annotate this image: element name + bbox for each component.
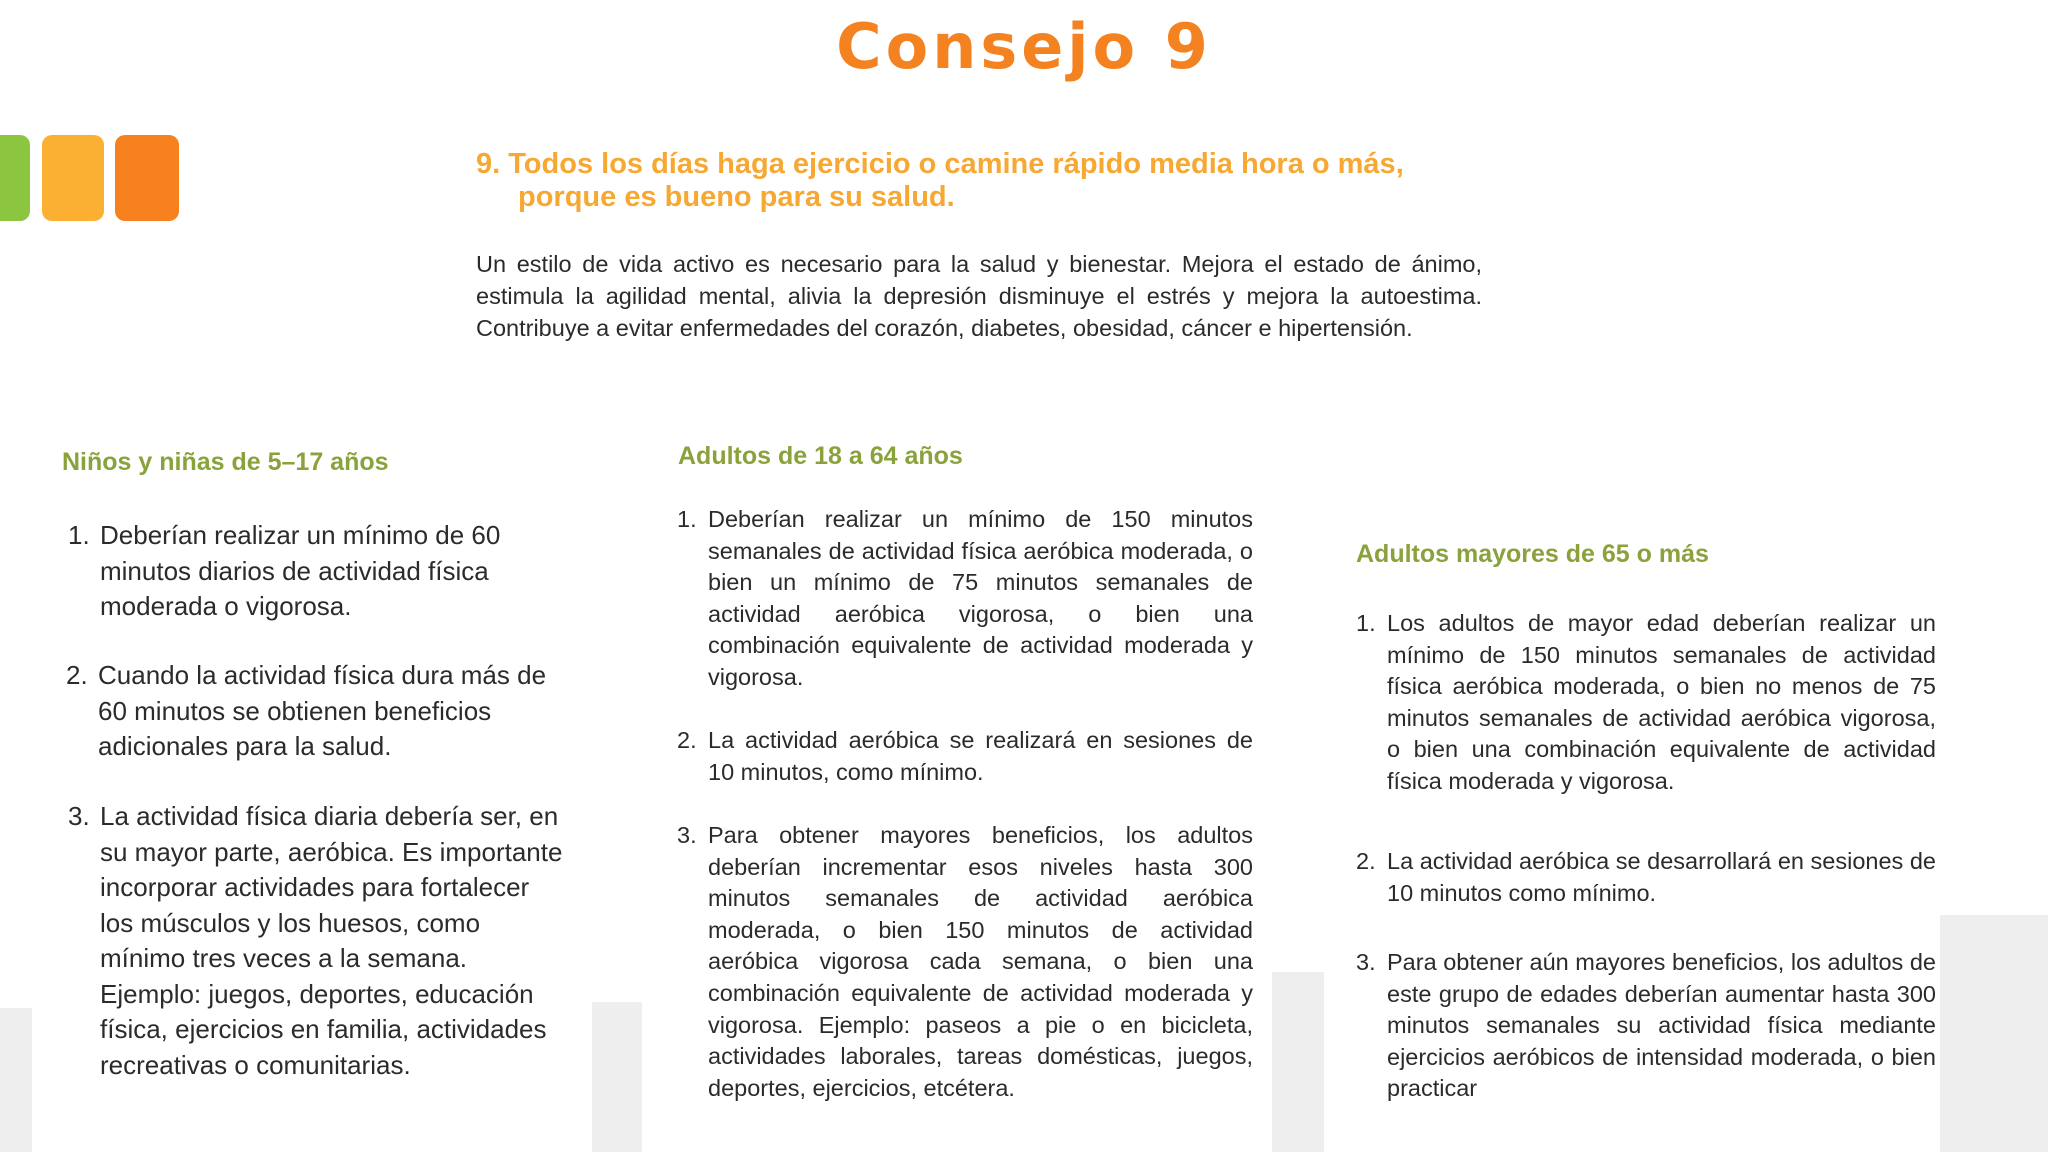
item-text: La actividad aeróbica se realizará en sesiones de 10 minutos, como mínimo. [708, 727, 1253, 785]
list-item [1356, 608, 1936, 798]
item-number: 1. [68, 520, 90, 550]
background-shape-left [0, 1008, 32, 1152]
item-number: 3. [677, 822, 697, 848]
item-text: Deberían realizar un mínimo de 150 minutos semanales de actividad física aeróbica moderada, o bien un mínimo de 75 minutos semanales de actividad aeróbica vigorosa, o bien una combinación equivalente de actividad moderada y vigorosa. [708, 506, 1253, 690]
item-number: 2. [66, 660, 88, 690]
list-item [677, 504, 1253, 694]
orange-square [115, 135, 179, 221]
column-title-children: Niños y niñas de 5–17 años [62, 448, 389, 476]
list-item [68, 799, 564, 1083]
item-text: Para obtener aún mayores beneficios, los adultos de este grupo de edades deberían aumentar hasta 300 minutos semanales su actividad física mediante ejercicios aeróbicos de intensidad moderada, o bien practicar [1387, 949, 1936, 1102]
yellow-square [42, 135, 104, 221]
intro-paragraph: Un estilo de vida activo es necesario para la salud y bienestar. Mejora el estado de ánimo, estimula la agilidad mental, alivia la depresión disminuye el estrés y mejora la autoestima. Contribuye a evitar enfermedades del corazón, diabetes, obesidad, cáncer e hipertensión. [476, 251, 1482, 341]
item-text: Cuando la actividad física dura más de 60 minutos se obtienen beneficios adicionales para la salud. [98, 660, 547, 761]
item-number: 1. [677, 506, 697, 532]
tip-heading-line-1: 9. Todos los días haga ejercicio o camine rápido media hora o más, [476, 148, 1404, 180]
item-text: Para obtener mayores beneficios, los adultos deberían incrementar esos niveles hasta 300 minutos semanales de actividad aeróbica moderada, o bien 150 minutos de actividad aeróbica vigorosa cada semana, o bien una combinación equivalente de actividad moderada y vigorosa. Ejemplo: paseos a pie o en bicicleta, actividades laborales, tareas domésticas, juegos, deportes, ejercicios, etcétera. [708, 822, 1253, 1101]
list-item [68, 518, 564, 625]
item-number: 3. [1356, 949, 1376, 975]
item-text: La actividad física diaria debería ser, en su mayor parte, aeróbica. Es importante incorporar actividades para fortalecer los músculos y los huesos, como mínimo tres veces a la semana. Ejemplo: juegos, deportes, educación física, ejercicios en familia, actividades recreativas o comunitarias. [100, 801, 563, 1080]
item-number: 3. [68, 801, 90, 831]
tip-heading [476, 148, 1496, 214]
column-title-older-adults: Adultos mayores de 65 o más [1356, 540, 1709, 568]
item-number: 2. [677, 727, 697, 753]
background-shape-right [1940, 915, 2048, 1152]
item-text: Los adultos de mayor edad deberían realizar un mínimo de 150 minutos semanales de actividad física aeróbica moderada, o bien no menos de 75 minutos semanales de actividad aeróbica vigorosa, o bien una combinación equivalente de actividad física moderada y vigorosa. [1387, 610, 1936, 794]
list-item [1356, 947, 1936, 1105]
page-title: Consejo 9 [836, 10, 1212, 83]
list-item [677, 725, 1253, 788]
item-number: 1. [1356, 610, 1376, 636]
column-title-adults: Adultos de 18 a 64 años [678, 442, 963, 470]
background-shape-center-left [592, 1002, 642, 1152]
background-shape-center [1272, 972, 1324, 1152]
tip-heading-line-2: porque es bueno para su salud. [518, 181, 955, 213]
item-text: Deberían realizar un mínimo de 60 minutos diarios de actividad física moderada o vigorosa. [100, 520, 501, 621]
list-item [66, 658, 562, 765]
item-text: La actividad aeróbica se desarrollará en sesiones de 10 minutos como mínimo. [1387, 848, 1936, 906]
list-item [677, 820, 1253, 1104]
green-square [0, 135, 30, 221]
list-item [1356, 846, 1936, 909]
item-number: 2. [1356, 848, 1376, 874]
